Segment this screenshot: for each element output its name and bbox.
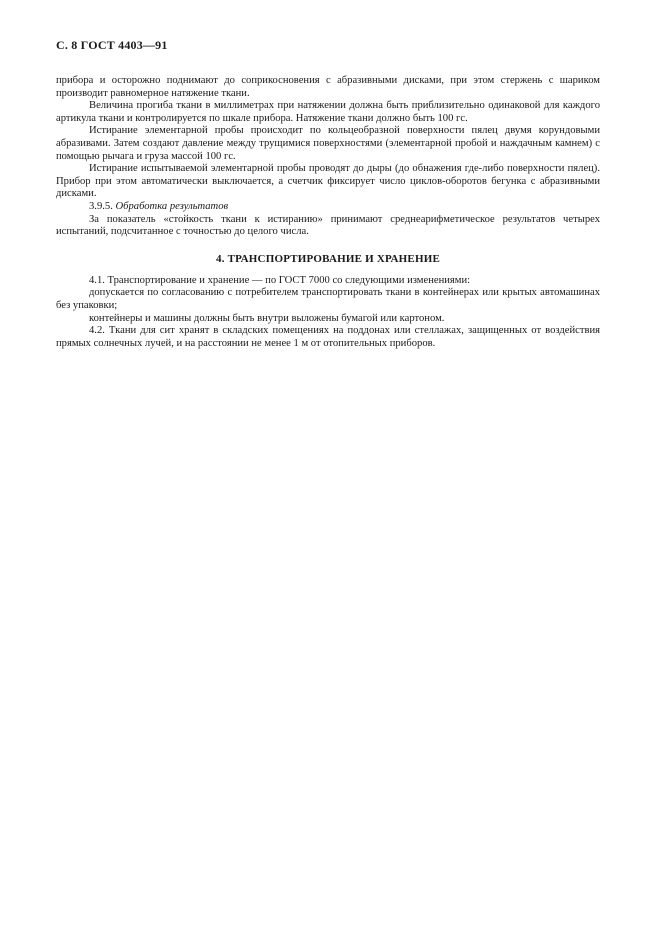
section-title: 4. ТРАНСПОРТИРОВАНИЕ И ХРАНЕНИЕ [216,252,440,265]
paragraph-result-indicator: За показатель «стойкость ткани к истиранию» принимают среднеарифметическое результатов четырех испытаний, подсчитанное с точностью до целого числа. [56,213,600,238]
paragraph-abrasion-until-hole: Истирание испытываемой элементарной пробы проводят до дыры (до обнажения где-либо поверхности пялец). Прибор при этом автоматически выключается, а счетчик фиксирует число циклов-оборотов бегунка с абразивными дисками. [56,163,600,200]
paragraph-continuation: прибора и осторожно поднимают до соприкосновения с абразивными дисками, при этом стержень с шариком производит равномерное натяжение ткани. [56,75,600,99]
running-header: С. 8 ГОСТ 4403—91 [56,38,168,52]
paragraph-deflection: Величина прогиба ткани в миллиметрах при натяжении должна быть приблизительно одинаковой для каждого артикула ткани и контролируется по шкале прибора. Натяжение ткани должно быть 100 гс. [56,100,600,124]
subsection-title: Обработка результатов [115,200,229,212]
paragraph-4-1-containers: допускается по согласованию с потребителем транспортировать ткани в контейнерах или крытых автомашинах без упаковки; [56,287,600,311]
subsection-heading [56,201,600,214]
paragraph-abrasion-process: Истирание элементарной пробы происходит по кольцеобразной поверхности пялец двумя корундовыми абразивами. Затем создают давление между трущимися поверхностями (элементарной пробой и наждачным камнем) с помощью рычага и груза массой 100 гс. [56,125,600,162]
paragraph-4-2: 4.2. Ткани для сит хранят в складских помещениях на поддонах или стеллажах, защищенных от воздействия прямых солнечных лучей, и на расстоянии не менее 1 м от отопительных приборов. [56,325,600,349]
subsection-number: 3.9.5. [89,200,113,212]
paragraph-4-1-lining: контейнеры и машины должны быть внутри выложены бумагой или картоном. [89,312,445,324]
paragraph-4-1: 4.1. Транспортирование и хранение — по ГОСТ 7000 со следующими изменениями: [89,274,471,286]
document-page [56,38,600,350]
